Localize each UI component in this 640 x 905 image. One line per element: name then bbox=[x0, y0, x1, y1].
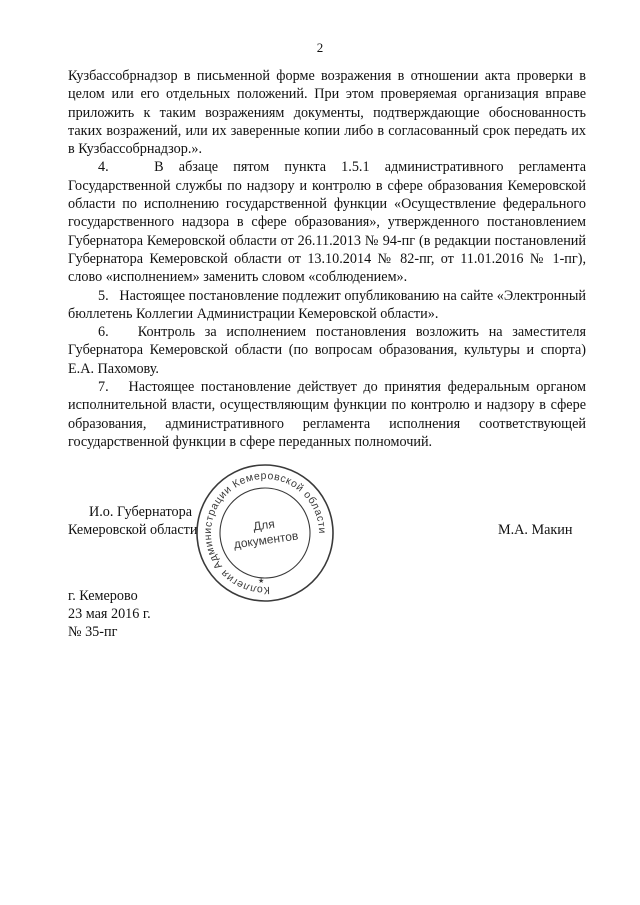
stamp-center-line1: Для bbox=[252, 516, 276, 534]
document-body bbox=[68, 67, 586, 451]
paragraph-continuation: Кузбассобрнадзор в письменной форме возражения в отношении акта проверки в целом или его отдельных положений. При этом проверяемая организация вправе приложить к таким возражениям документы, подтверждающие обоснованность таких возражений, или их заверенные копии либо в согласованный срок передать их в Кузбассобрнадзор.». bbox=[68, 68, 586, 158]
stamp-ring-text: Коллегия Администрации Кемеровской области bbox=[201, 469, 329, 597]
document-footer bbox=[68, 587, 151, 641]
paragraph-item-4: 4. В абзаце пятом пункта 1.5.1 административного регламента Государственной службы по надзору и контролю в сфере образования Кемеровской области по исполнению государственной функции «Осуществление федерального государственного надзора в сфере образования», утвержденного постановлением Губернатора Кемеровской области от 26.11.2013 № 94-пг (в редакции постановлений Губернатора Кемеровской области от 13.10.2014 № 82-пг, от 11.01.2016 № 1-пг), слово «исполнением» заменить словом «соблюдением». bbox=[68, 159, 586, 286]
paragraph-item-6: 6. Контроль за исполнением постановления возложить на заместителя Губернатора Кемеровской области (по вопросам образования, культуры и спорта) Е.А. Пахомову. bbox=[68, 324, 586, 377]
issue-city: г. Кемерово bbox=[68, 588, 138, 604]
signatory-name: М.А. Макин bbox=[498, 522, 573, 538]
page-number: 2 bbox=[316, 40, 324, 55]
paragraph-item-5: 5. Настоящее постановление подлежит опубликованию на сайте «Электронный бюллетень Коллегии Администрации Кемеровской области». bbox=[68, 287, 586, 322]
stamp-center-line2: документов bbox=[232, 528, 300, 552]
issue-date: 23 мая 2016 г. bbox=[68, 606, 151, 622]
document-number: № 35-пг bbox=[68, 624, 118, 640]
official-stamp bbox=[194, 462, 336, 604]
stamp-star-icon: ★ bbox=[258, 577, 265, 585]
signatory-region: Кемеровской области bbox=[68, 522, 198, 538]
signatory-title: И.о. Губернатора bbox=[89, 504, 192, 520]
paragraph-item-7: 7. Настоящее постановление действует до принятия федеральным органом исполнительной власти, осуществляющим функции по контролю и надзору в сфере образования, административного регламента исполнения соответствующей государственной функции в сфере переданных полномочий. bbox=[68, 379, 586, 450]
